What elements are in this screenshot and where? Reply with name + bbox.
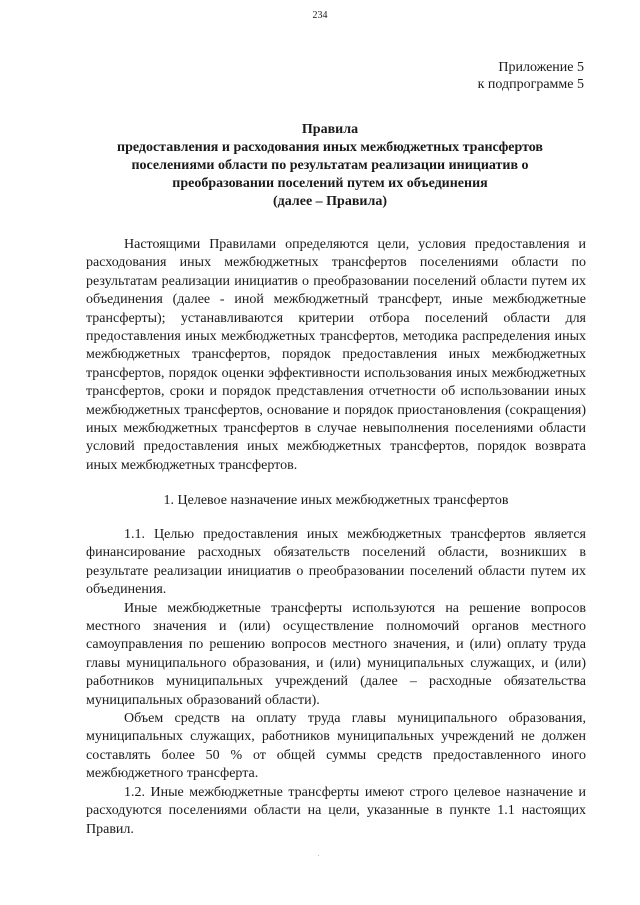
title-line-5: (далее – Правила) xyxy=(273,194,387,209)
title-line-1: Правила xyxy=(301,122,359,137)
intro-paragraph: Настоящими Правилами определяются цели, условия предоставления и расходования иных межбюджетных трансфертов поселениями области по результатам реализации инициатив о преобразовании поселений области путем их объединения (далее - иной межбюджетный трансферт, иные межбюджетные трансферты); устанавливаются критерии отбора поселений области для предоставления иных межбюджетных трансфертов, методика распределения иных межбюджетных трансфертов, порядок предоставления иных межбюджетных трансфертов, порядок оценки эффективности использования иных межбюджетных трансфертов, сроки и порядок представления отчетности об использовании иных межбюджетных трансфертов, основание и порядок приостановления (сокращения) иных межбюджетных трансфертов в случае невыполнения поселениями области условий предоставления иных межбюджетных трансфертов, порядок возврата иных межбюджетных трансфертов. xyxy=(86,237,586,473)
paragraph-1-1: 1.1. Целью предоставления иных межбюджетных трансфертов является финансирование расходных обязательств поселений области, возникших в результате реализации инициатив о преобразовании поселений области путем их объединения. xyxy=(86,527,586,598)
document-title xyxy=(95,121,565,211)
appendix-line-2: к подпрограмме 5 xyxy=(477,77,584,92)
scan-artifact xyxy=(318,855,319,856)
appendix-line-1: Приложение 5 xyxy=(498,60,584,75)
section-heading: 1. Целевое назначение иных межбюджетных трансфертов xyxy=(163,493,509,508)
title-line-3: поселениями области по результатам реализации инициатив о xyxy=(131,158,529,173)
section-body xyxy=(86,526,586,839)
paragraph-limit: Объем средств на оплату труда главы муниципального образования, муниципальных служащих, работников муниципальных учреждений не должен составлять более 50 % от общей суммы средств предоставленного иного межбюджетного трансферта. xyxy=(86,711,586,782)
paragraph-1-2: 1.2. Иные межбюджетные трансферты имеют строго целевое назначение и расходуются поселениями области на цели, указанные в пункте 1.1 настоящих Правил. xyxy=(86,784,586,837)
appendix-note xyxy=(478,59,584,93)
intro-block xyxy=(86,236,586,475)
title-line-4: преобразовании поселений путем их объединения xyxy=(172,176,488,191)
page-number: 234 xyxy=(312,10,328,21)
paragraph-usage: Иные межбюджетные трансферты используются на решение вопросов местного значения и (или) осуществление полномочий органов местного самоуправления по решению вопросов местного значения, и (или) оплату труда главы муниципального образования, и (или) муниципальных служащих, и (или) работников муниципальных учреждений (далее – расходные обязательства муниципальных образований области). xyxy=(86,600,586,708)
title-line-2: предоставления и расходования иных межбюджетных трансфертов xyxy=(117,140,543,155)
